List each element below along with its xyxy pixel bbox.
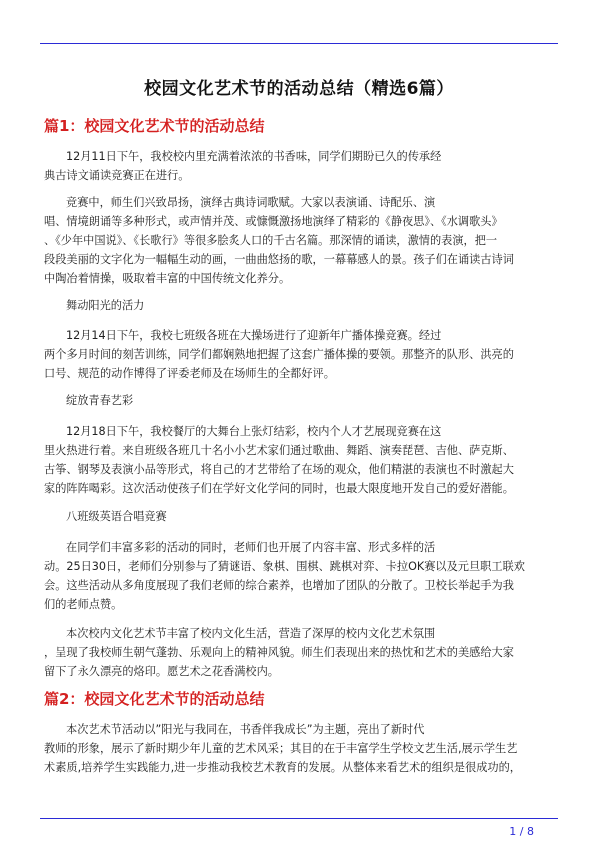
text-line: 术素质,培养学生实践能力,进一步推动我校艺术教育的发展。从整体来看艺术的组织是很成功的， — [44, 761, 521, 774]
text-line: ，呈现了我校师生朝气蓬勃、乐观向上的精神风貌。师生们表现出来的热忱和艺术的美感给大家 — [44, 646, 514, 659]
text-line: 典古诗文诵读竞赛正在进行。 — [44, 169, 190, 182]
header-rule — [40, 43, 558, 44]
text-line: 12月18日下午，我校餐厅的大舞台上张灯结彩，校内个人才艺展现竞赛在这 — [66, 425, 442, 438]
page-number: 1 / 8 — [509, 825, 534, 838]
text-line: 们的老师点赞。 — [44, 598, 123, 611]
paragraph — [44, 193, 558, 288]
paragraph — [44, 624, 558, 681]
paragraph — [44, 720, 558, 777]
text-line: 口号、规范的动作博得了评委老师及在场师生的全都好评。 — [44, 367, 335, 380]
paragraph — [44, 538, 558, 614]
text-line: 竞赛中，师生们兴致昂扬，演绎古典诗词歌赋。大家以表演诵、诗配乐、演 — [66, 196, 436, 209]
text-line: 里火热进行着。来自班级各班几十名小小艺术家们通过歌曲、舞蹈、演奏琵琶、吉他、萨克斯、 — [44, 444, 514, 457]
paragraph — [44, 147, 558, 185]
text-line: 12月11日下午，我校校内里充满着浓浓的书香味，同学们期盼已久的传承经 — [66, 150, 442, 163]
text-line: 留下了永久漂亮的烙印。愿艺术之花香满校内。 — [44, 665, 279, 678]
text-line: 12月14日下午，我校七班级各班在大操场进行了迎新年广播体操竞赛。经过 — [66, 329, 442, 342]
text-line: 本次艺术节活动以”阳光与我同在，书香伴我成长”为主题，亮出了新时代 — [66, 723, 425, 736]
text-line: 两个多月时间的刻苦训练，同学们都娴熟地把握了这套广播体操的要领。那整齐的队形、洪亮的 — [44, 348, 514, 361]
text-line: 中陶冶着情操，吸取着丰富的中国传统文化养分。 — [44, 272, 291, 285]
text-line: 动。25日30日，老师们分别参与了猜谜语、象棋、围棋、跳棋对弈、卡拉OK赛以及元旦职工联欢 — [44, 560, 525, 573]
section-title-2: 篇2：校园文化艺术节的活动总结 — [44, 690, 265, 708]
text-line: 段段美丽的文字化为一幅幅生动的画，一曲曲悠扬的歌，一幕幕感人的景。孩子们在诵读古诗词 — [44, 253, 514, 266]
text-line: 会。这些活动从多角度展现了我们老师的综合素养，也增加了团队的分散了。卫校长举起手为我 — [44, 579, 514, 592]
text-line: 本次校内文化艺术节丰富了校内文化生活，营造了深厚的校内文化艺术氛围 — [66, 627, 436, 640]
text-line: 教师的形象，展示了新时期少年儿童的艺术风采；其目的在于丰富学生学校文艺生活,展示学生艺 — [44, 742, 518, 755]
subheading: 绽放青春艺彩 — [66, 394, 134, 407]
paragraph — [44, 422, 558, 498]
text-line: 唱、情境朗诵等多种形式，或声情并茂、或慷慨激扬地演绎了精彩的《静夜思》、《水调歌头》 — [44, 215, 503, 228]
document-title: 校园文化艺术节的活动总结（精选6篇） — [144, 79, 454, 99]
section-title-1: 篇1：校园文化艺术节的活动总结 — [44, 117, 265, 135]
subheading: 八班级英语合唱竞赛 — [66, 510, 167, 523]
text-line: 家的阵阵喝彩。这次活动使孩子们在学好文化学问的同时，也最大限度地开发自己的爱好潜能。 — [44, 482, 514, 495]
text-line: 、《少年中国说》、《长歌行》等很多脍炙人口的千古名篇。那深情的诵读，激情的表演，把一 — [44, 234, 498, 247]
text-line: 古筝、钢琴及表演小品等形式，将自己的才艺带给了在场的观众，他们精湛的表演也不时激起大 — [44, 463, 514, 476]
paragraph — [44, 326, 558, 383]
footer-rule — [40, 818, 558, 819]
text-line: 在同学们丰富多彩的活动的同时，老师们也开展了内容丰富、形式多样的活 — [66, 541, 436, 554]
subheading: 舞动阳光的活力 — [66, 299, 145, 312]
